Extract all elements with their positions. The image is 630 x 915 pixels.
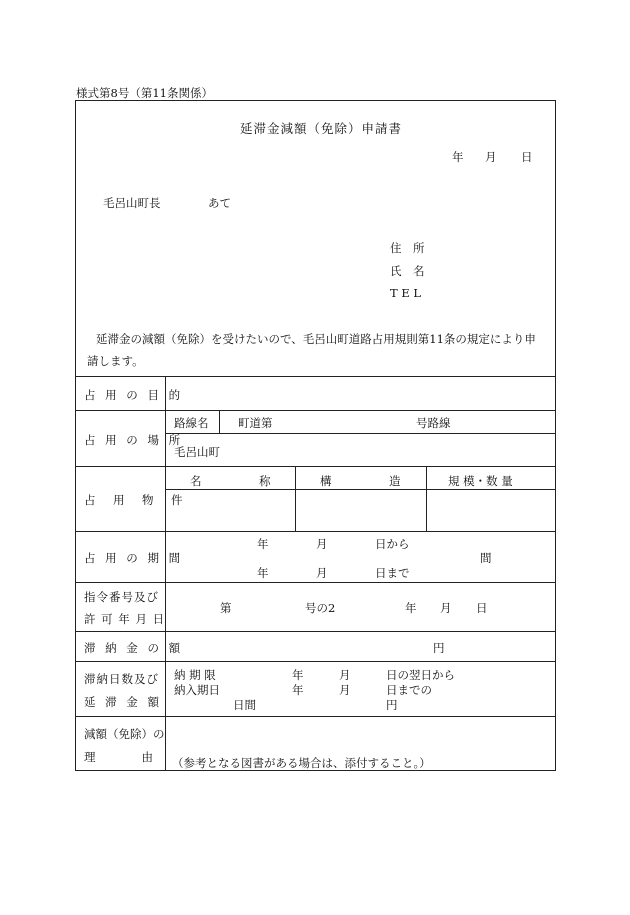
deadline-label: 納 期 限	[174, 668, 216, 682]
period-label: 占 用 の 期 間	[84, 551, 184, 565]
addressee-suffix: あて	[208, 196, 231, 210]
objects-col-divider	[295, 466, 296, 531]
row-divider	[165, 433, 556, 434]
applicant-name-label: 氏 名	[390, 264, 425, 278]
row-divider	[75, 716, 556, 717]
days-unit: 日間	[233, 698, 256, 712]
days-yen: 円	[386, 698, 398, 712]
permit-year: 年	[405, 601, 417, 615]
objects-col-scale: 規 模・数 量	[448, 474, 513, 488]
form-number: 様式第8号（第11条関係）	[76, 86, 213, 100]
deadline-month: 月	[339, 668, 351, 682]
objects-col-name: 名 称	[190, 474, 271, 488]
row-divider	[165, 489, 556, 490]
amount-label: 滞 納 金 の 額	[84, 641, 184, 655]
period-duration: 間	[480, 551, 492, 565]
route-name-label: 路線名	[174, 416, 209, 430]
amount-unit: 円	[433, 641, 445, 655]
period-to-month: 月	[316, 566, 328, 580]
route-label-divider	[219, 410, 220, 433]
reason-note: （参考となる図書がある場合は、添付すること。）	[172, 756, 431, 770]
days-label-line1: 滞納日数及び	[84, 672, 159, 686]
reason-label-line1: 減額（免除）の	[84, 727, 165, 741]
row-divider	[75, 376, 556, 377]
applicant-address-label: 住 所	[390, 241, 425, 255]
permit-month: 月	[440, 601, 452, 615]
permit-dai: 第	[220, 601, 232, 615]
permit-label-line2: 許 可 年 月 日	[84, 612, 166, 626]
payment-year: 年	[292, 683, 304, 697]
objects-col-divider	[426, 466, 427, 531]
date-year: 年	[452, 150, 464, 164]
purpose-label: 占 用 の 目 的	[84, 388, 184, 402]
payment-month: 月	[339, 683, 351, 697]
objects-col-structure: 構 造	[320, 474, 401, 488]
payment-until: 日までの	[386, 683, 432, 697]
location-label: 占 用 の 場 所	[84, 433, 184, 447]
days-label-line2: 延 滞 金 額	[84, 695, 162, 709]
row-divider	[75, 410, 556, 411]
row-divider	[75, 631, 556, 632]
road-suffix: 号路線	[416, 416, 451, 430]
permit-go: 号の2	[305, 601, 336, 615]
permit-label-line1: 指令番号及び	[84, 590, 159, 604]
deadline-next-day: 日の翌日から	[386, 668, 455, 682]
road-prefix: 町道第	[238, 416, 273, 430]
form-title: 延滞金減額（免除）申請書	[240, 121, 403, 136]
deadline-year: 年	[292, 668, 304, 682]
period-to-day: 日まで	[375, 566, 410, 580]
permit-day: 日	[476, 601, 488, 615]
body-text-line1: 延滞金の減額（免除）を受けたいので、毛呂山町道路占用規則第11条の規定により申	[96, 332, 536, 346]
row-divider	[75, 661, 556, 662]
period-to-year: 年	[257, 566, 269, 580]
payment-date-label: 納入期日	[174, 683, 220, 697]
date-day: 日	[521, 150, 533, 164]
reason-label-line2: 理 由	[84, 750, 153, 764]
addressee-name: 毛呂山町長	[103, 196, 161, 210]
applicant-tel-label: T E L	[390, 286, 422, 300]
row-divider	[75, 582, 556, 583]
location-town: 毛呂山町	[174, 445, 220, 459]
period-from-year: 年	[257, 537, 269, 551]
row-divider	[75, 531, 556, 532]
body-text-line2: 請します。	[87, 354, 144, 368]
period-from-day: 日から	[375, 537, 410, 551]
date-month: 月	[485, 150, 497, 164]
row-divider	[75, 466, 556, 467]
period-from-month: 月	[316, 537, 328, 551]
objects-label: 占 用 物 件	[84, 493, 186, 507]
